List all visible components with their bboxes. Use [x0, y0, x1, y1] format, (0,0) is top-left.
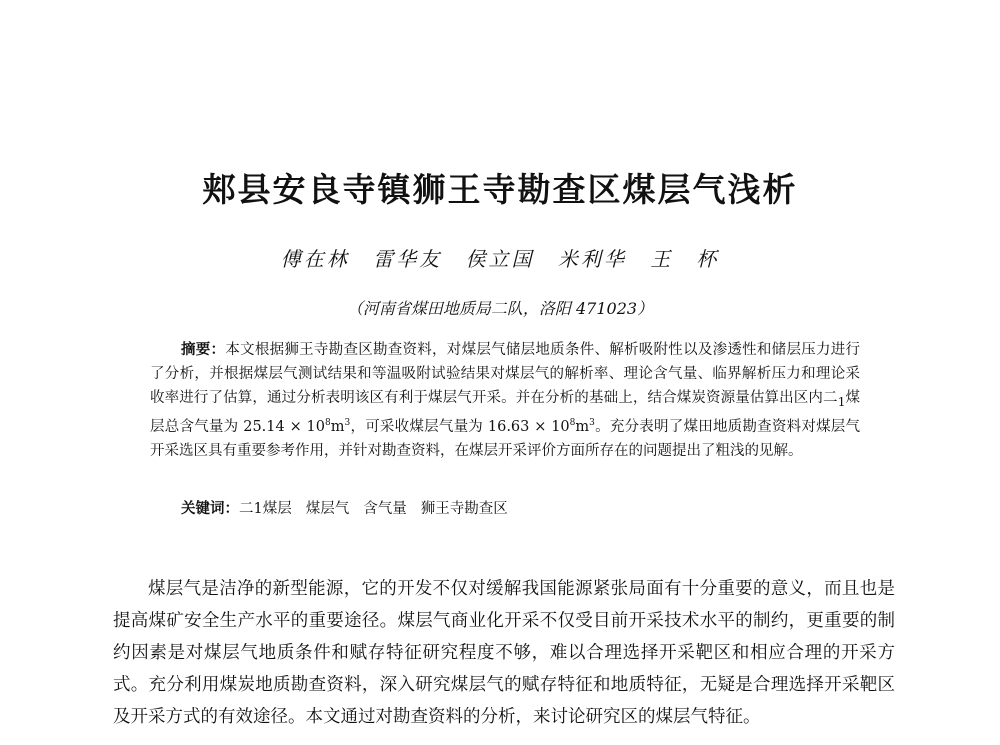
body-paragraph: 煤层气是洁净的新型能源，它的开发不仅对缓解我国能源紧张局面有十分重要的意义，而且也是提高煤矿安全生产水平的重要途径。煤层气商业化开采不仅受目前开采技术水平的制约，更重要的制约因素是对煤层气地质条件和赋存特征研究程度不够，难以合理选择开采靶区和相应合理的开采方式。充分利用煤炭地质勘查资料，深入研究煤层气的赋存特征和地质特征，无疑是合理选择开采靶区及开采方式的有效途径。本文通过对勘查资料的分析，来讨论研究区的煤层气特征。	[113, 578, 895, 728]
paper-title: 郏县安良寺镇狮王寺勘查区煤层气浅析	[202, 170, 798, 209]
abstract-text: 煤层总含气量为 25.14 × 10	[150, 390, 861, 435]
abstract	[150, 338, 860, 463]
abstract-text: 本文根据狮王寺勘查区勘查资料，对煤层气储层地质条件、解析吸附性以及渗透性和储层压力进行了分析，并根据煤层气测试结果和等温吸附试验结果对煤层气的解析率、理论含气量、临界解析压力和理论采收率进行了估算，通过分析表明该区有利于煤层气开采。并在分析的基础上，结合煤炭资源量估算出区内二	[150, 342, 861, 407]
affiliation: （河南省煤田地质局二队，洛阳 471023）	[346, 299, 654, 318]
keyword: 煤层气	[305, 501, 350, 517]
author-name: 王 杯	[650, 247, 720, 271]
keyword: 含气量	[363, 501, 407, 517]
author-name: 米利华	[557, 247, 627, 271]
exponent: 8	[569, 417, 576, 428]
exponent: 8	[325, 417, 331, 428]
author-name: 雷华友	[373, 247, 443, 271]
exponent: 3	[344, 417, 351, 428]
keywords	[181, 497, 861, 521]
author-list	[0, 245, 1000, 273]
exponent: 3	[589, 417, 595, 428]
abstract-text: m	[330, 418, 345, 435]
keyword: 狮王寺勘查区	[420, 501, 508, 517]
author-name: 傅在林	[280, 247, 350, 271]
abstract-text: m	[575, 418, 590, 435]
author-name: 侯立国	[465, 247, 535, 271]
abstract-label: 摘要：	[181, 342, 226, 358]
seam-subscript: 1	[837, 395, 846, 410]
abstract-text: ，可采收煤层气量为 16.63 × 10	[350, 418, 570, 435]
keyword: 二1煤层	[239, 501, 292, 517]
keywords-label: 关键词：	[181, 501, 239, 517]
abstract-text: 。充分表明了煤田地质勘查资料对煤层气开采选区具有重要参考作用，并针对勘查资料，在煤层开采评价方面所存在的问题提出了粗浅的见解。	[150, 418, 861, 459]
